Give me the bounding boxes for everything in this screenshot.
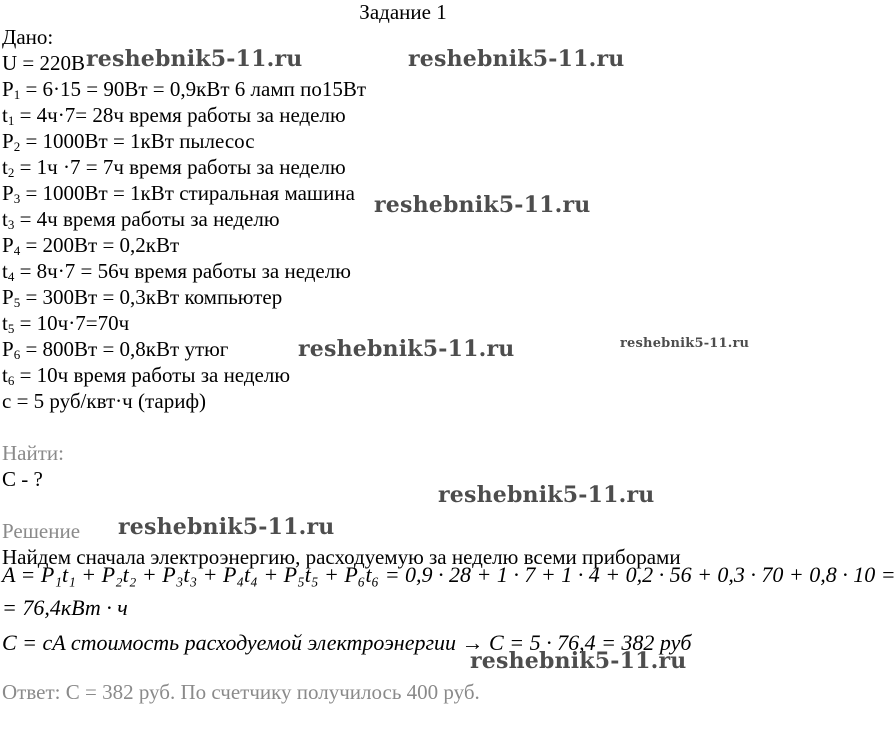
answer-line: Ответ: С = 382 руб. По счетчику получилось 400 руб.	[2, 680, 480, 704]
given-p2: $P_2 = 1000Вт = 1кВт$ пылесос	[2, 129, 255, 154]
given-t1: $t_1 = 4ч\cdot 7= 28ч$ время работы за неделю	[2, 103, 346, 128]
watermark: reshebnik5-11.ru	[86, 46, 303, 72]
given-p4: $P_4 = 200Вт = 0,2кВт$	[2, 233, 180, 258]
task-title: Задание 1	[359, 0, 447, 24]
watermark: reshebnik5-11.ru	[374, 192, 591, 218]
energy-result: = 76,4кВт · ч	[2, 595, 128, 620]
find-heading: Найти:	[2, 441, 64, 465]
given-t5: $t_5 = 10ч\cdot 7=70ч$	[2, 311, 130, 336]
solution-heading: Решение	[2, 519, 81, 543]
given-heading: Дано:	[2, 25, 54, 49]
energy-equation: A = P₁t₁ + P₂t₂ + P₃t₃ + P₄t₄ + P₅t₅ + P₆t₆ = 0,9 · 28 + 1 · 7 + 1 · 4 + 0,2 · 56 + 0,3 · 70 + 0,8 · 10 =	[2, 562, 896, 587]
find-value: С - ?	[2, 467, 43, 491]
watermark: reshebnik5-11.ru	[408, 46, 625, 72]
given-p6: $P_6 = 800Вт = 0,8кВт$ утюг	[2, 337, 229, 362]
watermark: reshebnik5-11.ru	[470, 648, 687, 674]
watermark: reshebnik5-11.ru	[298, 336, 515, 362]
given-t3: $t_3 = 4ч$ время работы за неделю	[2, 207, 280, 232]
watermark: reshebnik5-11.ru	[118, 514, 335, 540]
given-t6: $t_6 = 10ч$ время работы за неделю	[2, 363, 291, 388]
solution-intro: Найдем сначала электроэнергию, расходуемую за неделю всеми приборами	[2, 545, 681, 569]
given-voltage: U = 220В	[2, 51, 86, 75]
spacer	[2, 414, 681, 440]
given-t4: $t_4 = 8ч\cdot 7 = 56ч$ время работы за неделю	[2, 259, 351, 284]
given-p3: $P_3 = 1000Вт = 1кВт$ стиральная машина	[2, 181, 355, 206]
watermark: reshebnik5-11.ru	[438, 482, 655, 508]
given-p5: $P_5 = 300Вт = 0,3кВт$ компьютер	[2, 285, 283, 310]
given-tariff: c = 5 руб/квт·ч (тариф)	[2, 389, 207, 413]
watermark: reshebnik5-11.ru	[620, 336, 750, 351]
given-p1: $P_1 = 6\cdot 15 = 90Вт = 0,9кВт$ 6 ламп по15Вт	[2, 77, 367, 102]
cost-equation: C = cA стоимость расходуемой электроэнергии → C = 5 · 76,4 = 382 руб	[2, 630, 692, 655]
given-t2: $t_2 = 1ч \cdot 7 = 7ч$ время работы за неделю	[2, 155, 346, 180]
